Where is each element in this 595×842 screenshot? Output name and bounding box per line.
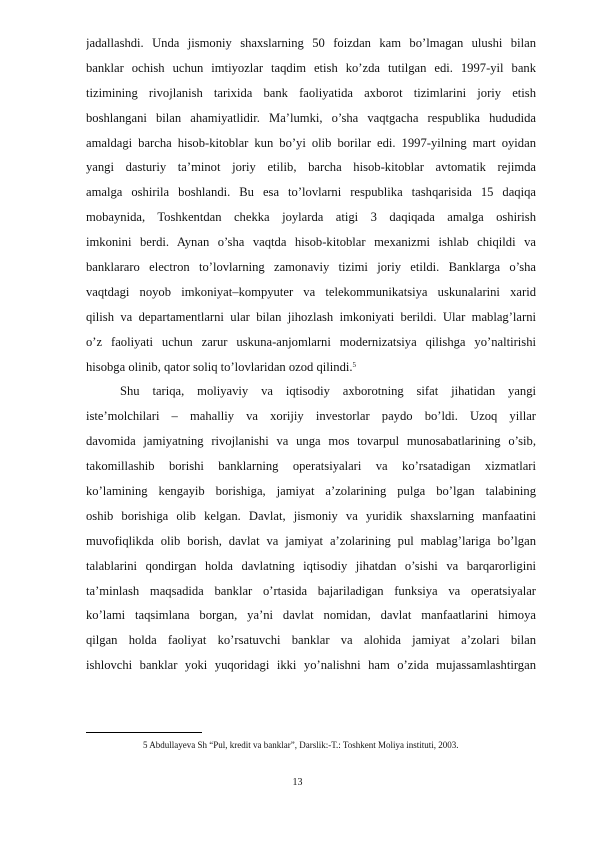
page-number: 13 <box>292 777 303 788</box>
text-line: ko’lami taqsimlana borgan, ya’ni davlat nomidan, davlat manfaatlarini himoya <box>86 608 536 623</box>
body-text <box>86 31 536 678</box>
text-line: amaldagi barcha hisob-kitoblar kun bo’yi olib borilar edi. 1997-yilning mart oyidan <box>86 135 536 150</box>
text-line: qilgan holda faoliyat ko’rsatuvchi banklar va alohida jamiyat a’zolari bilan <box>86 633 536 648</box>
text-line: talablarini qondirgan holda davlatning iqtisodiy jihatdan o’sishi va barqarorligini <box>86 558 536 573</box>
text-line: qilish va departamentlarni ular bilan jihozlash imkoniyati berildi. Ular mablag’larni <box>86 309 536 324</box>
text-line: mobaynida, Toshkentdan chekka joylarda atigi 3 daqiqada amalga oshirish <box>86 210 536 225</box>
text-line: muvofiqlikda olib borish, davlat va jamiyat a’zolarining pul mablag’lariga bo’lgan <box>86 533 536 548</box>
text-line <box>86 355 536 380</box>
text-line: yangi dasturiy ta’minot joriy etilib, barcha hisob-kitoblar avtomatik rejimda <box>86 160 536 175</box>
text-line: banklar ochish uchun imtiyozlar taqdim etish ko’zda tutilgan edi. 1997-yil bank <box>86 60 536 75</box>
text-line: boshlangani bilan ahamiyatlidir. Ma’lumki, o’sha vaqtgacha respublika hududida <box>86 110 536 125</box>
text-line: amalga oshirila boshlandi. Bu esa to’lovlarni respublika tashqarisida 15 daqiqa <box>86 185 536 200</box>
text-line: ko’lamining kengayib borishiga, jamiyat a’zolarining pulga bo’lgan talabining <box>86 484 536 499</box>
footnote-reference[interactable]: 5 <box>352 360 357 369</box>
text-line: takomillashib borishi banklarning operatsiyalari va ko’rsatadigan xizmatlari <box>86 459 536 474</box>
paragraph-end-text: hisobga olinib, qator soliq to’lovlaridan ozod qilindi. <box>86 359 353 374</box>
footnote-separator <box>86 732 202 733</box>
text-line: ta’minlash maqsadida banklar o’rtasida bajariladigan funksiya va operatsiyalar <box>86 583 536 598</box>
text-line: banklararo electron to’lovlarning zamonaviy tizimi joriy etildi. Banklarga o’sha <box>86 260 536 275</box>
text-line: vaqtdagi noyob imkoniyat–kompyuter va telekommunikatsiya uskunalarini xarid <box>86 284 536 299</box>
text-line: Shu tariqa, moliyaviy va iqtisodiy axborotning sifat jihatidan yangi <box>120 384 536 399</box>
text-line: iste’molchilari – mahalliy va xorijiy investorlar paydo bo’ldi. Uzoq yillar <box>86 409 536 424</box>
text-line: jadallashdi. Unda jismoniy shaxslarning 50 foizdan kam bo’lmagan ulushi bilan <box>86 36 536 50</box>
footnote-text: 5 Abdullayeva Sh “Pul, kredit va banklar”, Darslik:-T.: Toshkent Moliya instituti, 2003. <box>143 740 459 750</box>
text-line: imkonini berdi. Aynan o’sha vaqtda hisob-kitoblar mexanizmi ishlab chiqildi va <box>86 235 536 250</box>
text-line: oshib borishiga olib kelgan. Davlat, jismoniy va yuridik shaxslarning manfaatini <box>86 508 536 523</box>
text-line: ishlovchi banklar yoki yuqoridagi ikki yo’nalishni ham o’zida mujassamlashtirgan <box>86 658 536 673</box>
text-line: o’z faoliyati uchun zarur uskuna-anjomlarni modernizatsiya qilishga yo’naltirishi <box>86 334 536 349</box>
text-line: tizimining rivojlanish tarixida bank faoliyatida axborot tizimlarini joriy etish <box>86 85 536 100</box>
text-line: davomida jamiyatning rivojlanishi va unga mos tovarpul munosabatlarining o’sib, <box>86 434 536 449</box>
